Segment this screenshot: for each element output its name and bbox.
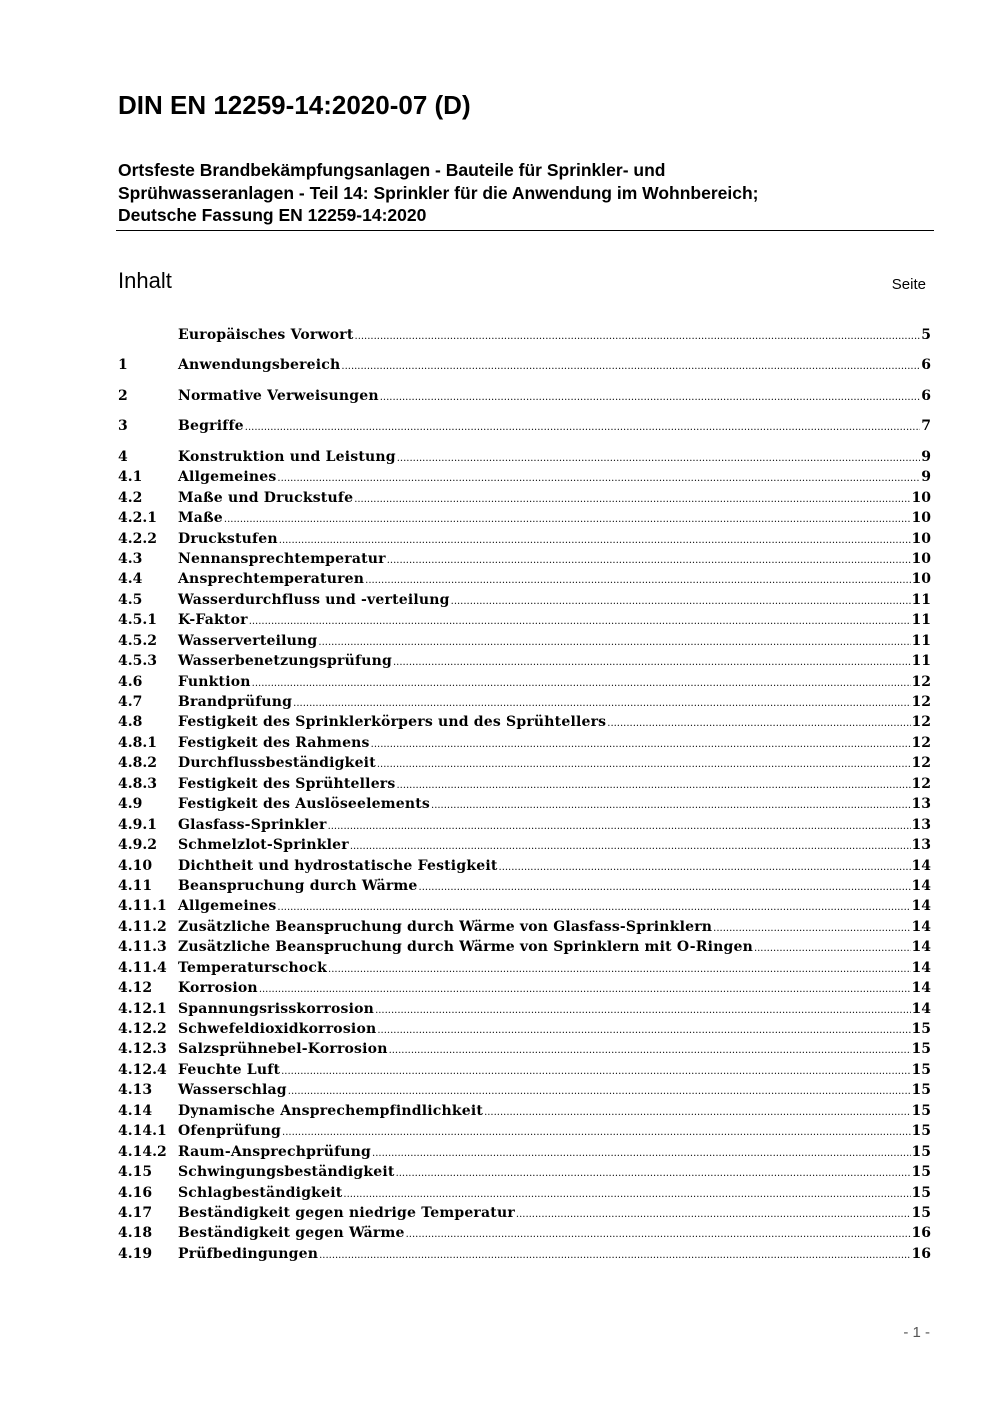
toc-entry-number: 4.16 [118,1184,153,1201]
toc-entry[interactable] [118,753,931,773]
toc-entry-title: Brandprüfung [178,694,293,710]
toc-entry-page: 15 [911,1164,931,1181]
toc-dot-leader [499,858,911,876]
toc-entry-title: Anwendungsbereich [178,357,341,374]
toc-entry-number: 4.1 [118,469,143,486]
toc-dot-leader [431,796,911,814]
toc-dot-leader [328,960,910,978]
toc-entry[interactable] [118,610,931,630]
toc-entry-title: Allgemeines [178,898,277,915]
toc-entry[interactable] [118,631,931,651]
page-column-label: Seite [891,276,926,293]
toc-entry-number: 4.19 [118,1245,153,1262]
toc-entry-title: Beanspruchung durch Wärme [178,877,418,894]
toc-entry-page: 15 [911,1184,931,1201]
toc-entry-title: Begriffe [178,418,244,435]
toc-entry[interactable] [118,774,931,794]
toc-entry[interactable] [118,958,931,978]
toc-entry-page: 7 [921,418,931,435]
toc-entry[interactable] [118,355,931,375]
toc-dot-leader [396,776,910,794]
toc-entry[interactable] [118,569,931,589]
toc-entry-page: 12 [911,673,931,690]
toc-entry-title: Feuchte Luft [178,1061,281,1078]
toc-entry-number: 4.15 [118,1164,153,1181]
toc-entry[interactable] [118,937,931,957]
toc-heading: Inhalt [118,268,172,293]
toc-entry[interactable] [118,467,931,487]
toc-entry-number: 4.8.1 [118,734,157,751]
toc-entry-page: 6 [921,387,931,404]
subtitle-line: Deutsche Fassung EN 12259-14:2020 [118,205,427,225]
toc-entry[interactable] [118,1142,931,1162]
toc-entry-number: 4.11.1 [118,898,167,915]
toc-entry[interactable] [118,917,931,937]
toc-entry-number: 1 [118,357,128,374]
toc-entry-number: 4.12.1 [118,1000,167,1017]
toc-entry-page: 14 [911,898,931,915]
toc-entry-title: Wasserverteilung [178,632,318,649]
toc-entry-page: 10 [911,571,931,588]
toc-dot-leader [341,357,920,375]
toc-entry-page: 13 [911,796,931,813]
toc-entry-page: 14 [911,959,931,976]
toc-entry[interactable] [118,712,931,732]
toc-entry-title: Beständigkeit gegen niedrige Temperatur [178,1204,515,1221]
toc-entry-page: 12 [911,775,931,792]
toc-entry-number: 4.10 [118,857,153,874]
toc-entry-title: Normative Verweisungen [178,387,379,404]
header-divider [116,230,934,231]
toc-dot-leader [354,490,910,508]
toc-entry-page: 13 [911,837,931,854]
toc-entry-number: 4.17 [118,1204,153,1221]
toc-entry-title: Korrosion [178,980,258,997]
toc-entry-page: 10 [911,510,931,527]
toc-entry[interactable] [118,549,931,569]
toc-entry-number: 4.12.4 [118,1061,167,1078]
toc-entry-number: 4.11.4 [118,959,167,976]
toc-entry-title: Zusätzliche Beanspruchung durch Wärme von Sprinklern mit O-Ringen [178,939,753,956]
toc-dot-leader [277,898,910,916]
toc-dot-leader [713,919,910,937]
toc-entry[interactable] [118,447,931,467]
toc-entry-page: 15 [911,1041,931,1058]
document-id: DIN EN 12259-14:2020-07 (D) [118,90,471,120]
toc-dot-leader [380,388,921,406]
toc-entry-page: 14 [911,857,931,874]
toc-entry-page: 14 [911,980,931,997]
toc-entry-title: Schmelzlot-Sprinkler [178,837,349,854]
toc-dot-leader [245,418,920,436]
toc-entry-page: 14 [911,1000,931,1017]
toc-dot-leader [279,531,911,549]
toc-entry-number: 4.9 [118,796,143,813]
toc-entry[interactable] [118,815,931,835]
toc-dot-leader [377,755,911,773]
toc-entry-page: 15 [911,1143,931,1160]
toc-entry[interactable] [118,733,931,753]
toc-entry-number: 4.2.1 [118,510,157,527]
toc-entry-title: Maße [178,510,223,527]
toc-entry[interactable] [118,1203,931,1223]
toc-entry-number: 4.7 [118,694,143,710]
toc-entry[interactable] [118,1162,931,1182]
toc-entry-title: Allgemeines [178,469,277,486]
toc-entry[interactable] [118,1244,931,1264]
toc-entry[interactable] [118,1223,931,1243]
toc-entry-title: Maße und Druckstufe [178,489,354,506]
toc-entry-title: Raum-Ansprechprüfung [178,1143,372,1160]
toc-entry-number: 4.12 [118,980,153,997]
toc-dot-leader [282,1123,910,1141]
toc-entry-title: Prüfbedingungen [178,1245,319,1262]
toc-entry-page: 15 [911,1061,931,1078]
toc-entry-page: 12 [911,734,931,751]
toc-entry-title: Dynamische Ansprechempfindlichkeit [178,1102,484,1119]
toc-entry[interactable] [118,1019,931,1039]
toc-dot-leader [328,817,911,835]
toc-entry-page: 11 [911,632,931,649]
toc-entry-number: 4.6 [118,673,143,690]
toc-entry[interactable] [118,529,931,549]
toc-entry-number: 4.12.2 [118,1021,167,1037]
toc-entry-page: 16 [911,1225,931,1242]
toc-entry-number: 4.4 [118,571,143,588]
toc-entry-title: Festigkeit des Rahmens [178,734,370,751]
toc-entry[interactable] [118,978,931,998]
toc-entry-title: Nennansprechtemperatur [178,550,386,567]
table-of-contents [118,325,931,1264]
toc-entry[interactable] [118,672,931,692]
toc-entry[interactable] [118,590,931,610]
toc-entry-title: Salzsprühnebel-Korrosion [178,1041,388,1058]
toc-entry-title: Europäisches Vorwort [178,327,354,343]
toc-dot-leader [318,633,910,651]
toc-entry-page: 15 [911,1021,931,1037]
toc-entry-number: 4.11 [118,877,153,894]
toc-entry-number: 4 [118,448,128,465]
toc-dot-leader [607,714,910,732]
toc-entry-number: 4.14 [118,1102,153,1119]
toc-entry[interactable] [118,325,931,345]
toc-dot-leader [350,837,911,855]
toc-entry-title: Schwefeldioxidkorrosion [178,1021,377,1037]
toc-entry-number: 4.5 [118,591,143,608]
toc-entry-title: Ansprechtemperaturen [178,571,365,588]
toc-entry-number: 4.8 [118,714,143,731]
toc-entry-title: Funktion [178,673,251,690]
toc-dot-leader [516,1205,911,1223]
toc-entry[interactable] [118,692,931,712]
toc-entry-title: Wasserbenetzungsprüfung [178,653,392,670]
toc-entry[interactable] [118,488,931,508]
toc-entry-page: 12 [911,755,931,772]
toc-entry[interactable] [118,999,931,1019]
toc-entry-page: 15 [911,1082,931,1099]
toc-entry-page: 14 [911,877,931,894]
toc-entry-page: 5 [921,327,931,343]
page-number: - 1 - [903,1324,930,1341]
toc-entry-page: 15 [911,1123,931,1140]
toc-entry[interactable] [118,856,931,876]
toc-dot-leader [754,939,911,957]
toc-entry[interactable] [118,1039,931,1059]
toc-entry-number: 4.5.1 [118,612,157,629]
toc-entry-title: Druckstufen [178,530,278,547]
toc-entry-page: 10 [911,550,931,567]
toc-dot-leader [451,592,911,610]
toc-dot-leader [252,674,911,692]
toc-entry-page: 10 [911,489,931,506]
toc-dot-leader [387,551,911,569]
toc-entry-title: Wasserdurchfluss und -verteilung [178,591,450,608]
toc-entry-page: 9 [921,448,931,465]
toc-entry[interactable] [118,1121,931,1141]
toc-entry-page: 12 [911,694,931,710]
toc-entry-title: K-Faktor [178,612,248,629]
toc-entry[interactable] [118,1060,931,1080]
toc-dot-leader [355,327,921,345]
toc-entry[interactable] [118,386,931,406]
toc-entry-page: 11 [911,612,931,629]
toc-entry-page: 12 [911,714,931,731]
toc-entry-number: 4.14.2 [118,1143,167,1160]
toc-dot-leader [224,510,911,528]
toc-entry-number: 4.12.3 [118,1041,167,1058]
toc-entry-number: 4.9.2 [118,837,157,854]
toc-dot-leader [396,1164,911,1182]
toc-dot-leader [293,694,910,712]
toc-dot-leader [393,653,911,671]
toc-entry[interactable] [118,1101,931,1121]
toc-entry-page: 6 [921,357,931,374]
toc-dot-leader [319,1246,910,1264]
toc-dot-leader [249,612,911,630]
toc-entry-title: Konstruktion und Leistung [178,448,396,465]
toc-entry-title: Schwingungsbeständigkeit [178,1164,395,1181]
toc-entry-title: Glasfass-Sprinkler [178,816,327,833]
toc-dot-leader [365,571,910,589]
toc-entry-page: 15 [911,1102,931,1119]
toc-entry[interactable] [118,896,931,916]
toc-dot-leader [281,1062,910,1080]
toc-entry-title: Dichtheit und hydrostatische Festigkeit [178,857,498,874]
toc-entry-page: 11 [911,653,931,670]
toc-entry-page: 11 [911,591,931,608]
toc-entry[interactable] [118,1183,931,1203]
toc-dot-leader [277,469,920,487]
toc-entry-number: 4.8.3 [118,775,157,792]
toc-entry-number: 2 [118,387,128,404]
toc-entry[interactable] [118,416,931,436]
toc-entry-page: 13 [911,816,931,833]
toc-dot-leader [375,1001,910,1019]
toc-entry-page: 14 [911,918,931,935]
document-subtitle [118,159,918,227]
toc-entry-page: 15 [911,1204,931,1221]
toc-entry-title: Festigkeit des Sprühtellers [178,775,396,792]
subtitle-line: Sprühwasseranlagen - Teil 14: Sprinkler für die Anwendung im Wohnbereich; [118,182,759,203]
toc-entry-page: 16 [911,1245,931,1262]
toc-entry[interactable] [118,835,931,855]
toc-dot-leader [371,735,911,753]
toc-entry-title: Ofenprüfung [178,1123,282,1140]
toc-dot-leader [288,1082,911,1100]
toc-entry-page: 9 [921,469,931,486]
toc-entry-title: Temperaturschock [178,959,328,976]
toc-entry-number: 4.2 [118,489,143,506]
toc-entry-number: 3 [118,418,128,435]
toc-entry[interactable] [118,508,931,528]
toc-entry-number: 4.11.2 [118,918,167,935]
toc-entry-number: 4.5.3 [118,653,157,670]
toc-entry-title: Schlagbeständigkeit [178,1184,343,1201]
toc-entry-number: 4.9.1 [118,816,157,833]
toc-dot-leader [343,1185,910,1203]
toc-dot-leader [372,1144,910,1162]
toc-entry-title: Zusätzliche Beanspruchung durch Wärme von Glasfass-Sprinklern [178,918,713,935]
toc-entry-page: 14 [911,939,931,956]
toc-dot-leader [484,1103,910,1121]
toc-dot-leader [419,878,911,896]
toc-entry-title: Wasserschlag [178,1082,287,1099]
toc-entry-title: Spannungsrisskorrosion [178,1000,375,1017]
toc-entry-number: 4.11.3 [118,939,167,956]
toc-entry[interactable] [118,876,931,896]
toc-dot-leader [406,1225,911,1243]
toc-entry-number: 4.2.2 [118,530,157,547]
toc-dot-leader [259,980,911,998]
toc-entry-number: 4.8.2 [118,755,157,772]
toc-entry-number: 4.14.1 [118,1123,167,1140]
toc-entry[interactable] [118,1080,931,1100]
toc-entry-number: 4.13 [118,1082,153,1099]
toc-entry-number: 4.3 [118,550,143,567]
toc-entry-title: Festigkeit des Auslöseelements [178,796,431,813]
subtitle-line: Ortsfeste Brandbekämpfungsanlagen - Bauteile für Sprinkler- und [118,160,666,180]
toc-dot-leader [377,1021,910,1039]
toc-dot-leader [397,449,921,467]
toc-entry-number: 4.5.2 [118,632,157,649]
toc-entry[interactable] [118,651,931,671]
toc-entry-title: Durchflussbeständigkeit [178,755,376,772]
toc-entry-number: 4.18 [118,1225,153,1242]
toc-entry-page: 10 [911,530,931,547]
toc-entry[interactable] [118,794,931,814]
toc-entry-title: Beständigkeit gegen Wärme [178,1225,405,1242]
toc-dot-leader [389,1041,911,1059]
toc-entry-title: Festigkeit des Sprinklerkörpers und des Sprühtellers [178,714,607,731]
